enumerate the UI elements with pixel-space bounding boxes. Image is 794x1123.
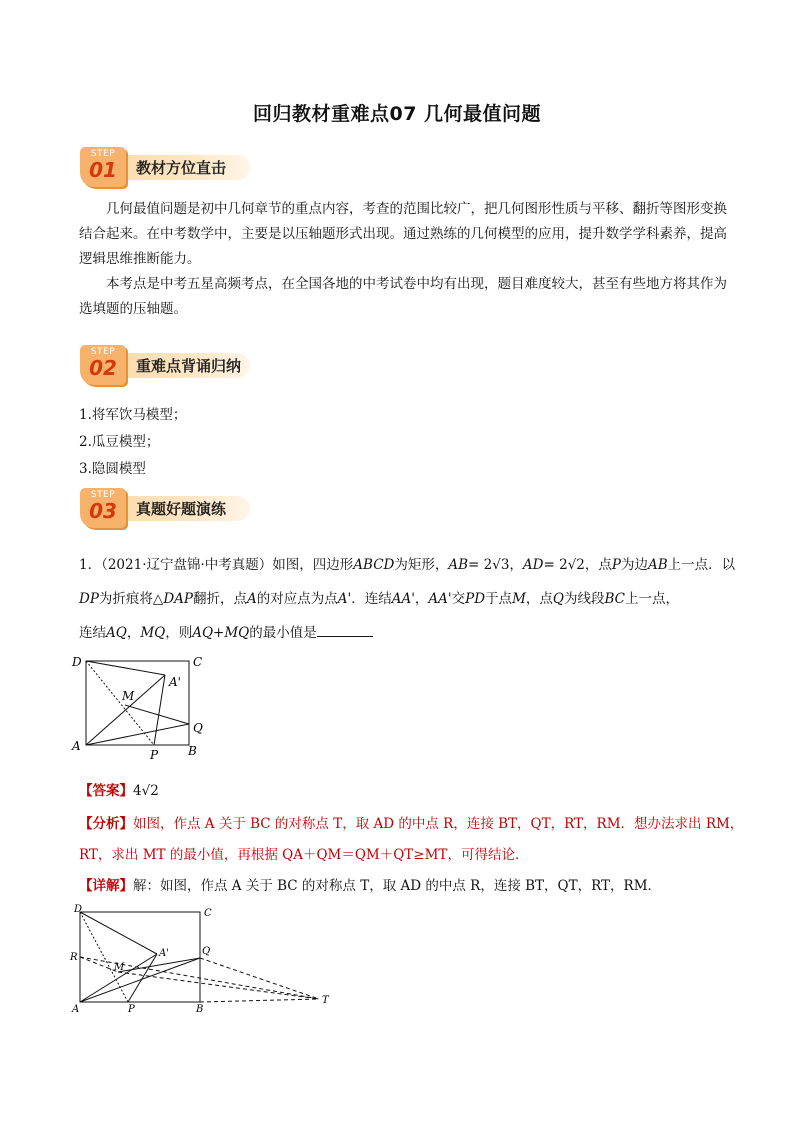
fig1-label: A' <box>169 675 181 689</box>
step-number: 03 <box>89 499 117 523</box>
step-label: 真题好题演练 <box>136 500 227 518</box>
step-label: 教材方位直击 <box>136 159 227 177</box>
step-01-header <box>80 147 255 187</box>
fig1-label: Q <box>193 721 203 735</box>
step-02-header <box>80 345 255 385</box>
fig2-label: D <box>74 904 83 915</box>
answer-line <box>79 779 159 799</box>
fig2-label: R <box>70 952 78 963</box>
figure-1 <box>70 652 220 762</box>
fig2-label: B <box>196 1004 204 1015</box>
analysis-line-2: RT，求出 MT 的最小值，再根据 QA＋QM＝QM＋QT≥MT，可得结论． <box>79 847 529 863</box>
fig1-label: D <box>72 655 82 669</box>
fig1-label: B <box>188 744 197 758</box>
summary-item: 1.将军饮马模型； <box>79 407 187 423</box>
summary-item: 3.隐圆模型 <box>79 461 146 477</box>
fig1-label: P <box>150 748 159 762</box>
intro-text <box>79 197 731 322</box>
step-tag: STEP <box>90 347 116 357</box>
figure-2 <box>66 902 346 1022</box>
fig1-label: M <box>122 689 135 703</box>
analysis-label: 【分析】 <box>79 816 133 832</box>
step-number: 02 <box>89 356 117 380</box>
fig1-label: A <box>72 739 81 753</box>
step-badge <box>80 488 126 528</box>
page-title: 回归教材重难点07 几何最值问题 <box>252 103 542 125</box>
fig2-label: M <box>114 962 125 973</box>
step-number: 01 <box>89 158 117 182</box>
analysis-line-1: 【分析】如图，作点 A 关于 BC 的对称点 T，取 AD 的中点 R，连接 BT，QT，RT，RM．想办法求出 RM， <box>79 816 744 832</box>
step-03-header <box>80 488 255 528</box>
intro-paragraph-1: 几何最值问题是初中几何章节的重点内容，考查的范围比较广，把几何图形性质与平移、翻折等图形变换结合起来。在中考数学中，主要是以压轴题形式出现。通过熟练的几何模型的应用，提升数学学科素养，提高逻辑思维推断能力。 <box>79 201 727 267</box>
problem-text: 1．（2021·辽宁盘锦·中考真题）如图，四边形ABCD为矩形，AB= 2√3，AD= 2√2，点P为边AB上一点．以DP为折痕将△DAP翻折，点A的对应点为点A'．连结AA'，AA'交PD于点M，点Q为线段BC上一点， 连结AQ，MQ，则AQ+MQ的最小值是 <box>79 557 736 641</box>
summary-item: 2.瓜豆模型； <box>79 434 160 450</box>
fig2-label: A <box>72 1004 80 1015</box>
step-tag: STEP <box>90 149 116 159</box>
answer-value: 4√2 <box>133 783 159 799</box>
detail-line: 【详解】解：如图，作点 A 关于 BC 的对称点 T，取 AD 的中点 R，连接 BT，QT，RT，RM． <box>79 878 662 894</box>
fig1-label: C <box>193 655 203 669</box>
fig2-label: A' <box>159 948 169 959</box>
step-badge <box>80 147 126 187</box>
fig2-label: Q <box>202 946 211 957</box>
intro-paragraph-2: 本考点是中考五星高频考点，在全国各地的中考试卷中均有出现，题目难度较大，甚至有些地方将其作为选填题的压轴题。 <box>79 276 727 317</box>
answer-blank <box>317 622 373 637</box>
step-tag: STEP <box>90 490 116 500</box>
step-badge <box>80 345 126 385</box>
detail-label: 【详解】 <box>79 878 133 894</box>
answer-label: 【答案】 <box>79 783 133 799</box>
fig2-label: T <box>322 995 329 1006</box>
step-label: 重难点背诵归纳 <box>136 357 242 375</box>
fig2-label: C <box>204 908 212 919</box>
fig2-label: P <box>128 1004 135 1015</box>
